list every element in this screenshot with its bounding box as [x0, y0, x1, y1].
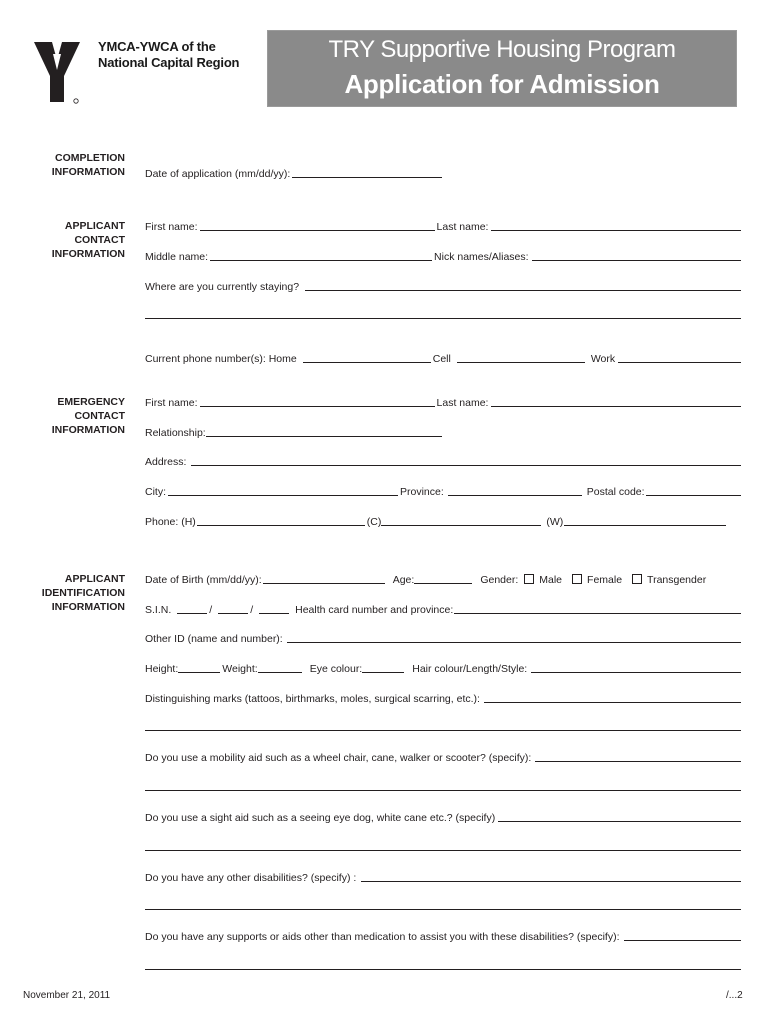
female-label: Female [587, 574, 623, 586]
first-name-field[interactable] [200, 230, 435, 231]
section-applicant-identification: APPLICANT IDENTIFICATION INFORMATION [41, 573, 125, 613]
row-applicant-phone [145, 349, 741, 365]
phone-home-field[interactable] [303, 362, 431, 363]
row-emergency-name [145, 393, 741, 409]
last-name-field[interactable] [491, 230, 741, 231]
last-name-label: Last name: [436, 221, 489, 233]
sin-field-3[interactable] [259, 613, 289, 614]
phone-w-label: (W) [546, 516, 564, 528]
row-sin [145, 600, 741, 616]
form-title: Application for Admission [344, 69, 660, 99]
first-name-label: First name: [145, 221, 198, 233]
hair-label: Hair colour/Length/Style: [412, 663, 528, 675]
row-city [145, 482, 741, 498]
row-other-id [145, 629, 741, 645]
phone-w-field[interactable] [564, 525, 726, 526]
other-id-label: Other ID (name and number): [145, 633, 283, 645]
mobility-field-2[interactable] [145, 790, 741, 791]
dob-field[interactable] [263, 583, 385, 584]
phone-cell-label: Cell [432, 353, 451, 365]
relationship-label: Relationship: [145, 427, 206, 439]
height-field[interactable] [178, 672, 220, 673]
postal-code-field[interactable] [646, 495, 741, 496]
phone-c-field[interactable] [381, 525, 541, 526]
male-label: Male [539, 574, 563, 586]
row-relationship [145, 423, 741, 439]
phone-work-field[interactable] [618, 362, 741, 363]
age-field[interactable] [414, 583, 472, 584]
organization-name [98, 39, 239, 71]
phone-c-label: (C) [366, 516, 382, 528]
mobility-field[interactable] [535, 761, 741, 762]
other-id-field[interactable] [287, 642, 741, 643]
row-currently-staying [145, 277, 741, 293]
sin-label: S.I.N. [145, 604, 172, 616]
phone-cell-field[interactable] [457, 362, 585, 363]
gender-label: Gender: [480, 574, 519, 586]
disabilities-field-2[interactable] [145, 909, 741, 910]
sight-field-2[interactable] [145, 850, 741, 851]
sin-field-1[interactable] [177, 613, 207, 614]
phone-h-field[interactable] [197, 525, 365, 526]
hair-field[interactable] [531, 672, 741, 673]
marks-label: Distinguishing marks (tattoos, birthmarks, moles, surgical scarring, etc.): [145, 693, 480, 705]
phone-home-label: Current phone number(s): Home [145, 353, 297, 365]
currently-staying-field[interactable] [305, 290, 741, 291]
disabilities-field[interactable] [361, 881, 741, 882]
row-distinguishing-marks [145, 689, 741, 705]
section-completion: COMPLETION INFORMATION [51, 152, 125, 178]
middle-name-label: Middle name: [145, 251, 209, 263]
dob-label: Date of Birth (mm/dd/yy): [145, 574, 262, 586]
disabilities-label: Do you have any other disabilities? (specify) : [145, 872, 357, 884]
middle-name-field[interactable] [210, 260, 432, 261]
currently-staying-field-2[interactable] [145, 318, 741, 319]
nick-names-field[interactable] [532, 260, 741, 261]
row-mobility-aid [145, 748, 741, 764]
row-other-disabilities [145, 868, 741, 884]
sin-slash-2: / [250, 604, 254, 616]
ymca-logo [32, 40, 82, 106]
row-date-of-application [145, 164, 741, 180]
sin-slash-1: / [209, 604, 213, 616]
weight-field[interactable] [258, 672, 302, 673]
address-label: Address: [145, 456, 187, 468]
program-title: TRY Supportive Housing Program [328, 36, 676, 63]
org-line-1: YMCA-YWCA of the [98, 39, 216, 54]
weight-label: Weight: [222, 663, 258, 675]
nick-names-label: Nick names/Aliases: [434, 251, 529, 263]
province-field[interactable] [448, 495, 582, 496]
row-supports [145, 927, 741, 943]
phone-work-label: Work [590, 353, 616, 365]
health-card-label: Health card number and province: [295, 604, 454, 616]
emergency-last-name-field[interactable] [491, 406, 741, 407]
male-checkbox[interactable] [524, 574, 534, 584]
org-line-2: National Capital Region [98, 55, 240, 70]
transgender-label: Transgender [647, 574, 707, 586]
row-middle-name [145, 247, 741, 263]
emergency-last-name-label: Last name: [436, 397, 489, 409]
supports-field-2[interactable] [145, 969, 741, 970]
height-label: Height: [145, 663, 179, 675]
date-of-application-field[interactable] [292, 177, 442, 178]
row-applicant-name [145, 217, 741, 233]
sin-field-2[interactable] [218, 613, 248, 614]
currently-staying-label: Where are you currently staying? [145, 281, 300, 293]
female-checkbox[interactable] [572, 574, 582, 584]
relationship-field[interactable] [206, 436, 442, 437]
phone-h-label: Phone: (H) [145, 516, 196, 528]
footer-date: November 21, 2011 [23, 990, 111, 1001]
date-of-application-label: Date of application (mm/dd/yy): [145, 168, 291, 180]
marks-field[interactable] [484, 702, 741, 703]
city-label: City: [145, 486, 166, 498]
postal-code-label: Postal code: [586, 486, 645, 498]
row-sight-aid [145, 808, 741, 824]
title-banner [268, 31, 736, 106]
eye-colour-field[interactable] [362, 672, 404, 673]
emergency-first-name-label: First name: [145, 397, 198, 409]
page-continuation: /...2 [726, 990, 743, 1001]
sight-field[interactable] [498, 821, 741, 822]
mobility-label: Do you use a mobility aid such as a wheel chair, cane, walker or scooter? (specify): [145, 752, 532, 764]
marks-field-2[interactable] [145, 730, 741, 731]
province-label: Province: [400, 486, 444, 498]
row-emergency-phone [145, 512, 741, 528]
section-applicant-contact: APPLICANT CONTACT INFORMATION [51, 220, 125, 260]
supports-label: Do you have any supports or aids other than medication to assist you with these disabilities? (specify): [145, 931, 620, 943]
sight-label: Do you use a sight aid such as a seeing eye dog, white cane etc.? (specify) [145, 812, 496, 824]
transgender-checkbox[interactable] [632, 574, 642, 584]
age-label: Age: [392, 574, 415, 586]
supports-field[interactable] [624, 940, 742, 941]
section-emergency-contact: EMERGENCY CONTACT INFORMATION [51, 396, 125, 436]
emergency-first-name-field[interactable] [200, 406, 435, 407]
row-physical [145, 659, 741, 675]
city-field[interactable] [168, 495, 398, 496]
eye-colour-label: Eye colour: [309, 663, 363, 675]
address-field[interactable] [191, 465, 741, 466]
row-address [145, 452, 741, 468]
row-dob [145, 570, 741, 586]
health-card-field[interactable] [454, 613, 741, 614]
